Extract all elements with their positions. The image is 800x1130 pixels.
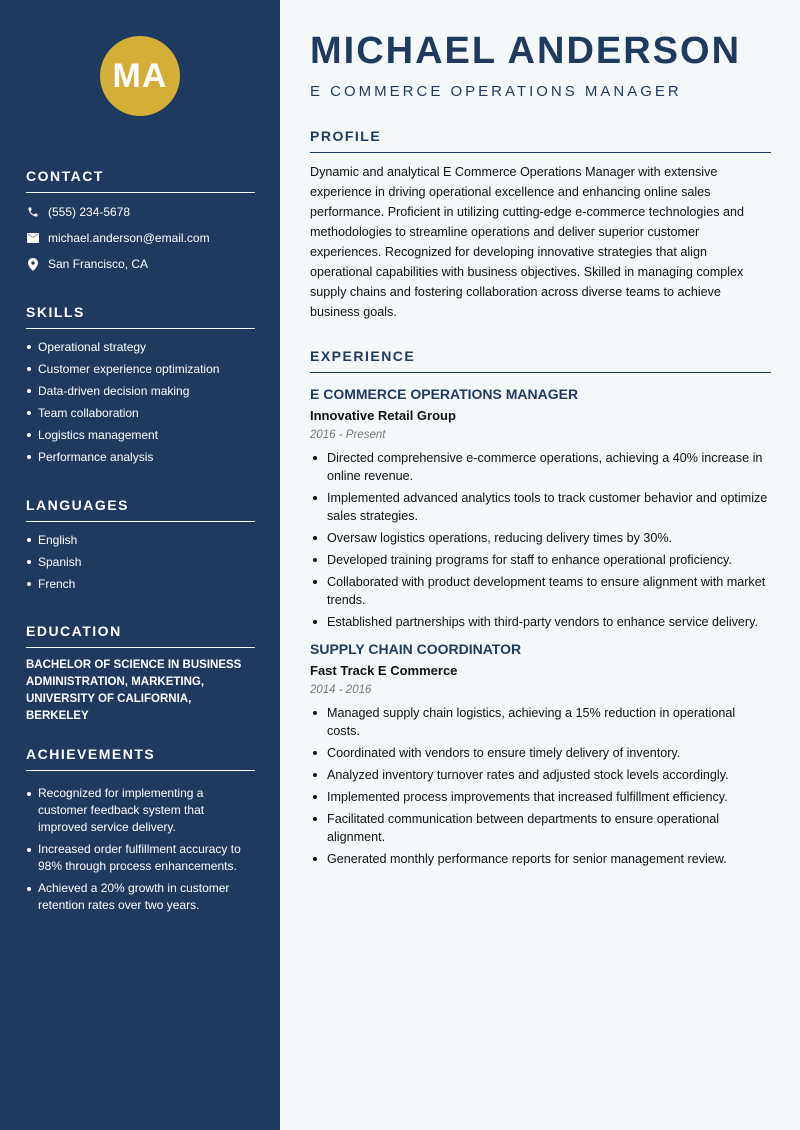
list-item: Collaborated with product development teams to ensure alignment with market trends. bbox=[310, 573, 771, 609]
sidebar bbox=[0, 0, 280, 1130]
list-item: Data-driven decision making bbox=[26, 380, 255, 402]
experience-section bbox=[310, 348, 771, 872]
profile-section bbox=[310, 128, 771, 322]
contact-phone bbox=[26, 199, 255, 225]
candidate-name: MICHAEL ANDERSON bbox=[310, 30, 742, 72]
skills-heading: SKILLS bbox=[26, 304, 255, 329]
list-item: Analyzed inventory turnover rates and adjusted stock levels accordingly. bbox=[310, 766, 771, 784]
list-item: Achieved a 20% growth in customer retention rates over two years. bbox=[26, 880, 255, 914]
job-entry bbox=[310, 641, 771, 868]
profile-heading: PROFILE bbox=[310, 128, 771, 153]
list-item: Established partnerships with third-party vendors to enhance service delivery. bbox=[310, 613, 771, 631]
job-bullets bbox=[310, 449, 771, 631]
list-item: Customer experience optimization bbox=[26, 358, 255, 380]
list-item: French bbox=[26, 573, 255, 595]
avatar: MA bbox=[100, 36, 180, 116]
list-item: Oversaw logistics operations, reducing delivery times by 30%. bbox=[310, 529, 771, 547]
location-text: San Francisco, CA bbox=[48, 257, 149, 271]
job-dates: 2014 - 2016 bbox=[310, 684, 372, 696]
achievements-list bbox=[26, 785, 255, 914]
job-company: Innovative Retail Group bbox=[310, 408, 456, 423]
list-item: Implemented advanced analytics tools to track customer behavior and optimize sales strategies. bbox=[310, 489, 771, 525]
achievements-heading: ACHIEVEMENTS bbox=[26, 746, 255, 771]
candidate-title: E COMMERCE OPERATIONS MANAGER bbox=[310, 83, 682, 100]
list-item: Developed training programs for staff to enhance operational proficiency. bbox=[310, 551, 771, 569]
education-degree: BACHELOR OF SCIENCE IN BUSINESS ADMINISTRATION, MARKETING, UNIVERSITY OF CALIFORNIA, BERKELEY bbox=[26, 659, 242, 722]
skills-section bbox=[26, 304, 255, 468]
job-bullets bbox=[310, 704, 771, 868]
contact-email bbox=[26, 225, 255, 251]
achievements-section bbox=[26, 746, 255, 919]
main-content bbox=[280, 0, 800, 1130]
list-item: English bbox=[26, 529, 255, 551]
contact-location bbox=[26, 251, 255, 277]
list-item: Increased order fulfillment accuracy to 98% through process enhancements. bbox=[26, 841, 255, 875]
job-role: E COMMERCE OPERATIONS MANAGER bbox=[310, 386, 579, 402]
list-item: Operational strategy bbox=[26, 336, 255, 358]
list-item: Coordinated with vendors to ensure timely delivery of inventory. bbox=[310, 744, 771, 762]
list-item: Directed comprehensive e-commerce operations, achieving a 40% increase in online revenue. bbox=[310, 449, 771, 485]
list-item: Performance analysis bbox=[26, 446, 255, 468]
list-item: Recognized for implementing a customer feedback system that improved service delivery. bbox=[26, 785, 255, 836]
phone-icon bbox=[26, 205, 40, 219]
mail-icon bbox=[26, 231, 40, 245]
job-dates: 2016 - Present bbox=[310, 429, 386, 441]
languages-section bbox=[26, 497, 255, 595]
job-role: SUPPLY CHAIN COORDINATOR bbox=[310, 641, 522, 657]
email-text[interactable]: michael.anderson@email.com bbox=[48, 231, 210, 245]
phone-text[interactable]: (555) 234-5678 bbox=[48, 205, 131, 219]
list-item: Generated monthly performance reports for senior management review. bbox=[310, 850, 771, 868]
list-item: Team collaboration bbox=[26, 402, 255, 424]
skills-list bbox=[26, 336, 255, 468]
profile-text: Dynamic and analytical E Commerce Operations Manager with extensive experience in driving operational excellence and enhancing online sales performance. Proficient in utilizing cutting-edge e-commerce technologies and methodologies to streamline operations and deliver superior customer experiences. Recognized for developing innovative strategies that align operational capabilities with business objectives. Skilled in managing complex supply chains and fostering collaboration across diverse teams to achieve business goals. bbox=[310, 165, 745, 319]
location-pin-icon bbox=[26, 257, 40, 271]
experience-heading: EXPERIENCE bbox=[310, 348, 771, 373]
languages-list bbox=[26, 529, 255, 595]
contact-heading: CONTACT bbox=[26, 168, 255, 193]
list-item: Facilitated communication between departments to ensure operational alignment. bbox=[310, 810, 771, 846]
job-company: Fast Track E Commerce bbox=[310, 663, 458, 678]
list-item: Managed supply chain logistics, achieving a 15% reduction in operational costs. bbox=[310, 704, 771, 740]
education-heading: EDUCATION bbox=[26, 623, 255, 648]
languages-heading: LANGUAGES bbox=[26, 497, 255, 522]
list-item: Spanish bbox=[26, 551, 255, 573]
list-item: Logistics management bbox=[26, 424, 255, 446]
contact-section bbox=[26, 168, 255, 277]
list-item: Implemented process improvements that increased fulfillment efficiency. bbox=[310, 788, 771, 806]
education-section bbox=[26, 623, 255, 725]
job-entry bbox=[310, 386, 771, 631]
